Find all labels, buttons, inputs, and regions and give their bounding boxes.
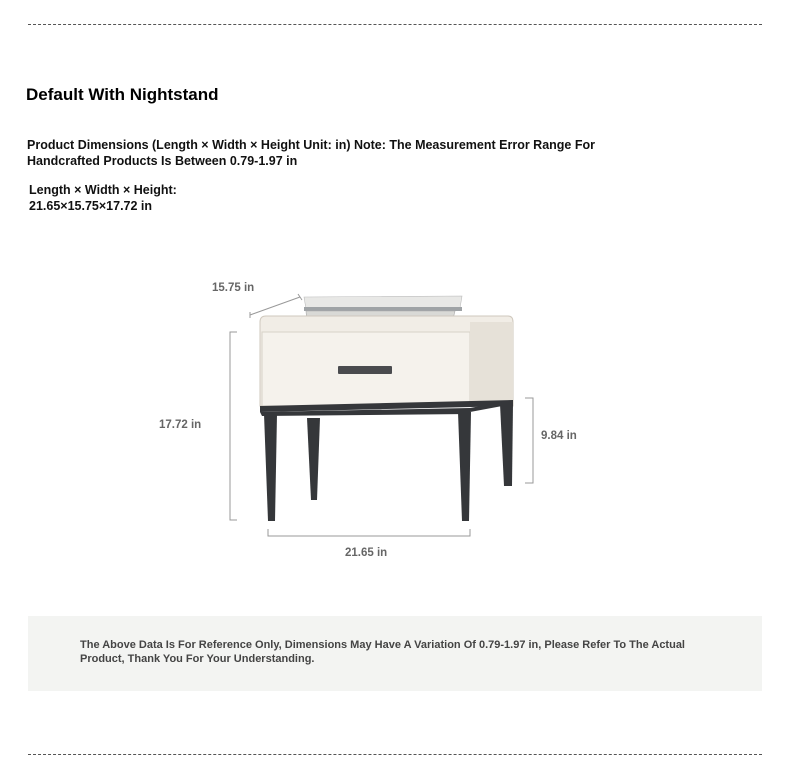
length-label: 21.65 in bbox=[345, 547, 388, 559]
dimensions-note: Product Dimensions (Length × Width × Height Unit: in) Note: The Measurement Error Range For Handcrafted Products Is Between 0.79-1.97 in bbox=[27, 138, 595, 168]
leg-height-label: 9.84 in bbox=[541, 430, 577, 442]
bottom-divider bbox=[28, 754, 762, 755]
height-label: 17.72 in bbox=[159, 419, 202, 431]
depth-label: 15.75 in bbox=[212, 282, 255, 294]
reference-note: The Above Data Is For Reference Only, Dimensions May Have A Variation Of 0.79-1.97 in, Please Refer To The Actual Product, Thank You For Your Understanding. bbox=[80, 639, 685, 665]
size-value: 21.65×15.75×17.72 in bbox=[29, 198, 153, 213]
cabinet-body bbox=[260, 316, 513, 406]
size-label: Length × Width × Height: bbox=[29, 183, 177, 197]
reference-note-box bbox=[28, 616, 762, 691]
product-title: Default With Nightstand bbox=[26, 85, 219, 104]
metal-frame bbox=[260, 400, 513, 521]
